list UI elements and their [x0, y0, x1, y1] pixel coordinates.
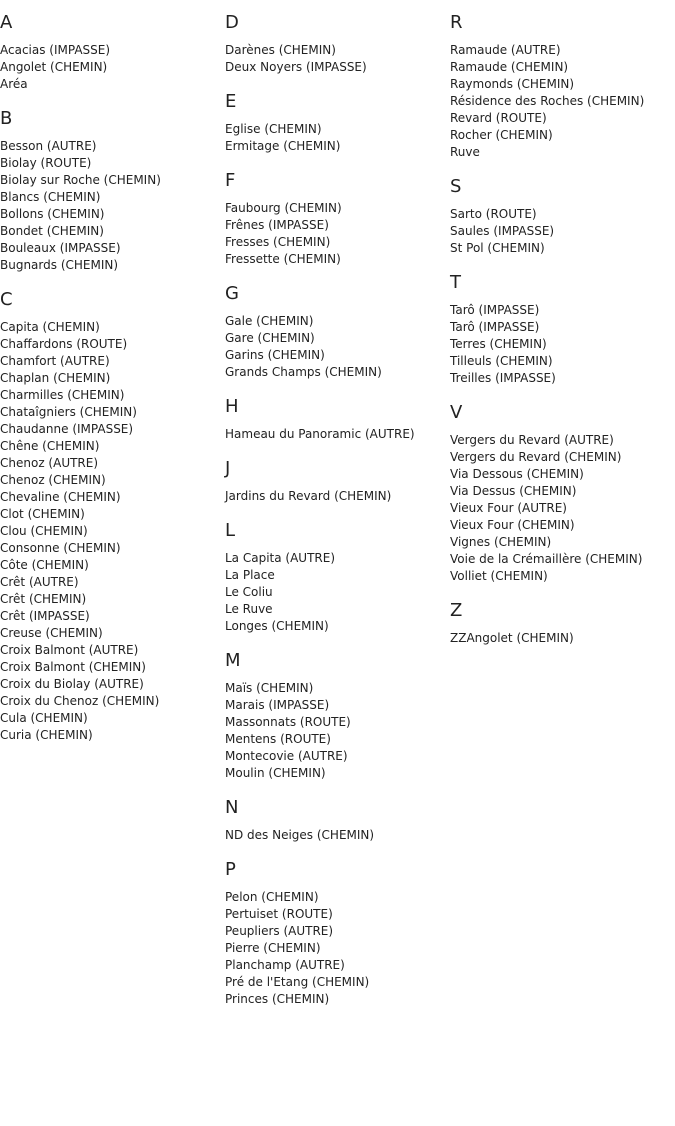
street-list-item: Rocher (CHEMIN) [450, 128, 553, 142]
column-1 [0, 0, 220, 744]
letter-section [450, 600, 670, 647]
street-list-item: Biolay (ROUTE) [0, 156, 92, 170]
street-list [225, 680, 445, 782]
letter-section [450, 12, 670, 161]
street-list [450, 432, 670, 585]
street-list-item: Clot (CHEMIN) [0, 507, 85, 521]
street-list-item: Chaffardons (ROUTE) [0, 337, 128, 351]
column-2 [225, 0, 445, 1008]
letter-section [225, 859, 445, 1008]
street-list [450, 302, 670, 387]
letter-section [225, 797, 445, 844]
street-list-item: Chaplan (CHEMIN) [0, 371, 111, 385]
street-list-item: Côte (CHEMIN) [0, 558, 89, 572]
letter-section [225, 396, 445, 443]
street-list [450, 42, 670, 161]
letter-section [450, 176, 670, 257]
street-list-item: Croix du Chenoz (CHEMIN) [0, 694, 160, 708]
street-list-item: Ramaude (CHEMIN) [450, 60, 569, 74]
street-list-item: Volliet (CHEMIN) [450, 569, 548, 583]
street-list-item: Le Coliu [225, 585, 273, 599]
letter-section [225, 520, 445, 635]
street-list-item: Ermitage (CHEMIN) [225, 139, 341, 153]
street-list-item: La Capita (AUTRE) [225, 551, 336, 565]
street-list-item: Cula (CHEMIN) [0, 711, 88, 725]
column-3 [450, 0, 670, 647]
street-list-item: Capita (CHEMIN) [0, 320, 100, 334]
street-list-item: Bondet (CHEMIN) [0, 224, 104, 238]
street-list-item: Le Ruve [225, 602, 273, 616]
street-list-item: Chataîgniers (CHEMIN) [0, 405, 137, 419]
street-list-item: Chenoz (AUTRE) [0, 456, 99, 470]
street-list-item: Aréa [0, 77, 28, 91]
street-list-item: Fressette (CHEMIN) [225, 252, 341, 266]
street-list [225, 550, 445, 635]
street-list-item: Hameau du Panoramic (AUTRE) [225, 427, 415, 441]
street-list-item: Vignes (CHEMIN) [450, 535, 552, 549]
street-list-item: Darènes (CHEMIN) [225, 43, 336, 57]
street-list [0, 319, 220, 744]
letter-section [225, 650, 445, 782]
street-list-item: ZZAngolet (CHEMIN) [450, 631, 574, 645]
street-list [450, 630, 670, 647]
street-list-item: Tarô (IMPASSE) [450, 303, 540, 317]
section-letter-heading: D [225, 12, 239, 33]
street-list-item: Faubourg (CHEMIN) [225, 201, 342, 215]
section-letter-heading: S [450, 176, 462, 197]
street-list-item: Ruve [450, 145, 480, 159]
street-list-item: Raymonds (CHEMIN) [450, 77, 575, 91]
street-list-item: Fresses (CHEMIN) [225, 235, 331, 249]
letter-section [225, 12, 445, 76]
street-list-item: Jardins du Revard (CHEMIN) [225, 489, 392, 503]
section-letter-heading: M [225, 650, 241, 671]
street-list-item: Longes (CHEMIN) [225, 619, 329, 633]
street-list-item: Résidence des Roches (CHEMIN) [450, 94, 645, 108]
street-list-item: Pierre (CHEMIN) [225, 941, 321, 955]
street-list-item: Besson (AUTRE) [0, 139, 97, 153]
street-list-item: Croix du Biolay (AUTRE) [0, 677, 144, 691]
street-list-item: Vergers du Revard (AUTRE) [450, 433, 614, 447]
street-list-item: Crêt (CHEMIN) [0, 592, 87, 606]
street-list-item: Grands Champs (CHEMIN) [225, 365, 382, 379]
street-list-item: Charmilles (CHEMIN) [0, 388, 125, 402]
street-list-item: Via Dessous (CHEMIN) [450, 467, 584, 481]
street-list-item: Garins (CHEMIN) [225, 348, 325, 362]
street-list-item: Bouleaux (IMPASSE) [0, 241, 121, 255]
street-list-item: ND des Neiges (CHEMIN) [225, 828, 375, 842]
letter-section [0, 108, 220, 274]
street-list-item: Clou (CHEMIN) [0, 524, 88, 538]
street-list [0, 42, 220, 93]
letter-section [450, 402, 670, 585]
street-list-item: Princes (CHEMIN) [225, 992, 330, 1006]
section-letter-heading: C [0, 289, 13, 310]
street-list-item: Crêt (IMPASSE) [0, 609, 90, 623]
street-list-item: Deux Noyers (IMPASSE) [225, 60, 367, 74]
street-list-item: St Pol (CHEMIN) [450, 241, 545, 255]
street-list-item: Angolet (CHEMIN) [0, 60, 108, 74]
street-list-item: Pré de l'Etang (CHEMIN) [225, 975, 370, 989]
street-list-item: Treilles (IMPASSE) [450, 371, 556, 385]
street-list-item: Chêne (CHEMIN) [0, 439, 100, 453]
letter-section [225, 170, 445, 268]
section-letter-heading: Z [450, 600, 463, 621]
street-list [225, 42, 445, 76]
street-list-item: Vieux Four (CHEMIN) [450, 518, 575, 532]
street-list-item: Sarto (ROUTE) [450, 207, 537, 221]
section-letter-heading: G [225, 283, 239, 304]
street-list-item: Planchamp (AUTRE) [225, 958, 345, 972]
section-letter-heading: T [450, 272, 461, 293]
street-list [225, 488, 445, 505]
letter-section [225, 283, 445, 381]
street-list [225, 121, 445, 155]
street-list [450, 206, 670, 257]
street-list-item: Tilleuls (CHEMIN) [450, 354, 553, 368]
street-list-item: Peupliers (AUTRE) [225, 924, 334, 938]
street-list-item: Montecovie (AUTRE) [225, 749, 348, 763]
section-letter-heading: R [450, 12, 463, 33]
street-list-item: Crêt (AUTRE) [0, 575, 79, 589]
street-list-item: Curia (CHEMIN) [0, 728, 93, 742]
street-list-item: Gale (CHEMIN) [225, 314, 314, 328]
section-letter-heading: A [0, 12, 13, 33]
street-list-item: Massonnats (ROUTE) [225, 715, 351, 729]
street-list-item: Moulin (CHEMIN) [225, 766, 326, 780]
letter-section [450, 272, 670, 387]
street-list [0, 138, 220, 274]
section-letter-heading: B [0, 108, 13, 129]
street-list-item: Vieux Four (AUTRE) [450, 501, 567, 515]
street-list-item: Revard (ROUTE) [450, 111, 547, 125]
street-list-item: Marais (IMPASSE) [225, 698, 330, 712]
section-letter-heading: H [225, 396, 239, 417]
street-list-item: Pelon (CHEMIN) [225, 890, 319, 904]
street-list-item: Creuse (CHEMIN) [0, 626, 103, 640]
street-list-item: Bugnards (CHEMIN) [0, 258, 119, 272]
street-list-item: Gare (CHEMIN) [225, 331, 315, 345]
letter-section [225, 91, 445, 155]
street-list [225, 200, 445, 268]
street-list-item: Tarô (IMPASSE) [450, 320, 540, 334]
street-list-item: Croix Balmont (AUTRE) [0, 643, 139, 657]
section-letter-heading: N [225, 797, 239, 818]
street-list-item: Chenoz (CHEMIN) [0, 473, 106, 487]
street-list-item: Biolay sur Roche (CHEMIN) [0, 173, 161, 187]
street-list-item: Ramaude (AUTRE) [450, 43, 561, 57]
street-list-item: Voie de la Crémaillère (CHEMIN) [450, 552, 643, 566]
street-list [225, 889, 445, 1008]
street-list-item: Chevaline (CHEMIN) [0, 490, 121, 504]
section-letter-heading: E [225, 91, 237, 112]
street-list-item: Mentens (ROUTE) [225, 732, 331, 746]
street-list-item: Consonne (CHEMIN) [0, 541, 121, 555]
street-list [225, 426, 445, 443]
street-list-item: Blancs (CHEMIN) [0, 190, 101, 204]
street-list-item: Croix Balmont (CHEMIN) [0, 660, 146, 674]
street-list-item: Eglise (CHEMIN) [225, 122, 322, 136]
street-list-item: Chaudanne (IMPASSE) [0, 422, 134, 436]
street-list-item: Maïs (CHEMIN) [225, 681, 314, 695]
letter-section [0, 12, 220, 93]
letter-section [225, 458, 445, 505]
street-list [225, 313, 445, 381]
street-list-item: Frênes (IMPASSE) [225, 218, 329, 232]
section-letter-heading: V [450, 402, 463, 423]
street-list-item: Bollons (CHEMIN) [0, 207, 105, 221]
letter-section [0, 289, 220, 744]
street-list-item: La Place [225, 568, 275, 582]
section-letter-heading: F [225, 170, 236, 191]
street-list-item: Vergers du Revard (CHEMIN) [450, 450, 622, 464]
section-letter-heading: L [225, 520, 236, 541]
street-list-item: Saules (IMPASSE) [450, 224, 555, 238]
street-list [225, 827, 445, 844]
street-list-item: Terres (CHEMIN) [450, 337, 547, 351]
street-list-item: Via Dessus (CHEMIN) [450, 484, 577, 498]
street-list-item: Pertuiset (ROUTE) [225, 907, 333, 921]
section-letter-heading: J [225, 458, 231, 479]
section-letter-heading: P [225, 859, 236, 880]
street-list-item: Acacias (IMPASSE) [0, 43, 111, 57]
street-list-item: Chamfort (AUTRE) [0, 354, 110, 368]
